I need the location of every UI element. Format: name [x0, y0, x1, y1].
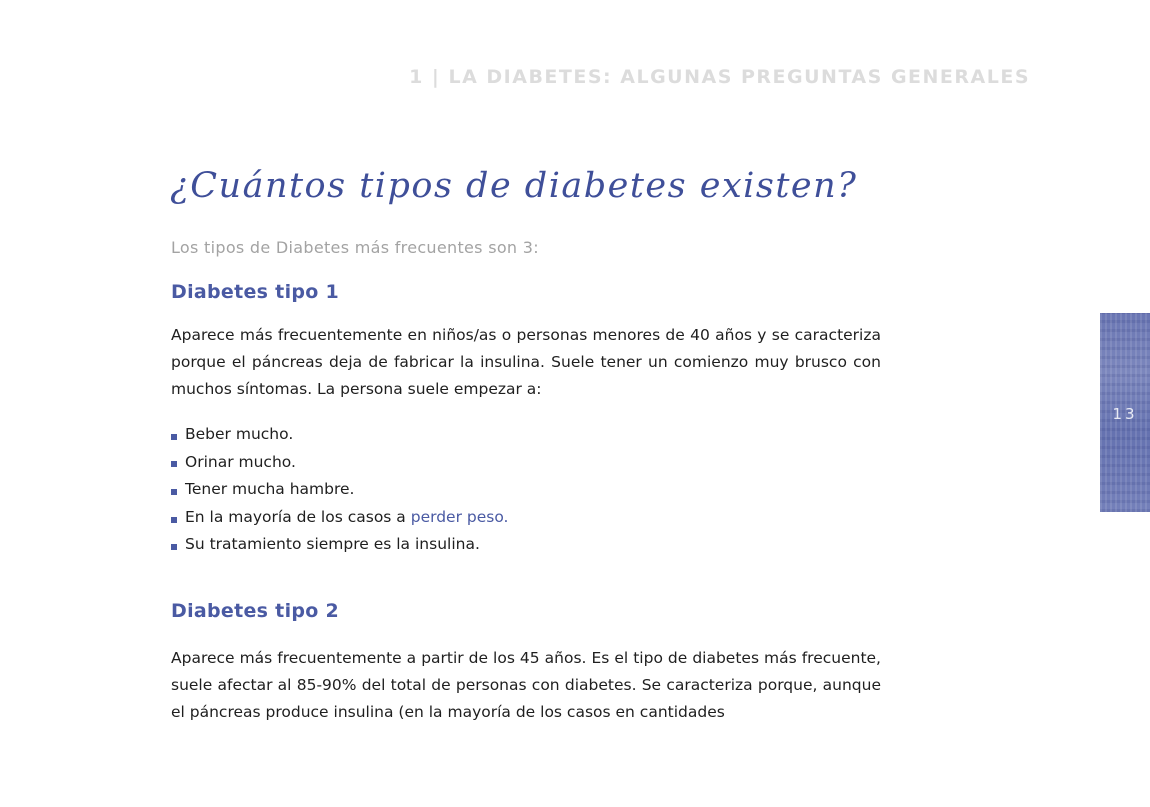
list-item [171, 421, 508, 449]
paragraph-type-1: Aparece más frecuentemente en niños/as o personas menores de 40 años y se caracteriza porque el páncreas deja de fabricar la insulina. Suele tener un comienzo muy brusco con muchos síntomas. La persona suele empezar a: [171, 326, 881, 398]
list-item [171, 449, 508, 477]
list-item-text: Orinar mucho. [185, 452, 296, 471]
intro-text: Los tipos de Diabetes más frecuentes son 3: [171, 238, 539, 257]
list-item-text: Su tratamiento siempre es la insulina. [185, 535, 480, 554]
bullet-square-icon [171, 544, 177, 550]
page-number: 13 [1112, 405, 1138, 423]
list-item-text: Beber mucho. [185, 425, 294, 443]
list-item [171, 531, 508, 559]
page-title: ¿Cuántos tipos de diabetes existen? [170, 166, 858, 206]
list-item-text: Tener mucha hambre. [185, 480, 355, 499]
running-header: 1 | LA DIABETES: ALGUNAS PREGUNTAS GENERALES [409, 66, 1030, 88]
list-item [171, 476, 508, 504]
paragraph-type-2: Aparece más frecuentemente a partir de los 45 años. Es el tipo de diabetes más frecuente, suele afectar al 85-90% del total de personas con diabetes. Se caracteriza porque, aunque el páncreas produce insulina (en la mayoría de los casos en cantidades [171, 649, 881, 721]
list-item-text [185, 504, 508, 532]
chapter-side-tab [1100, 313, 1150, 512]
list-item-text-prefix: En la mayoría de los casos a [185, 507, 411, 526]
bullet-square-icon [171, 489, 177, 495]
bullet-square-icon [171, 517, 177, 523]
bullet-square-icon [171, 434, 177, 440]
symptom-list [171, 421, 508, 559]
list-item [171, 504, 508, 532]
bullet-square-icon [171, 461, 177, 467]
section-heading-type-1: Diabetes tipo 1 [171, 281, 340, 303]
highlighted-text: perder peso. [410, 507, 509, 526]
section-heading-type-2: Diabetes tipo 2 [171, 600, 340, 622]
